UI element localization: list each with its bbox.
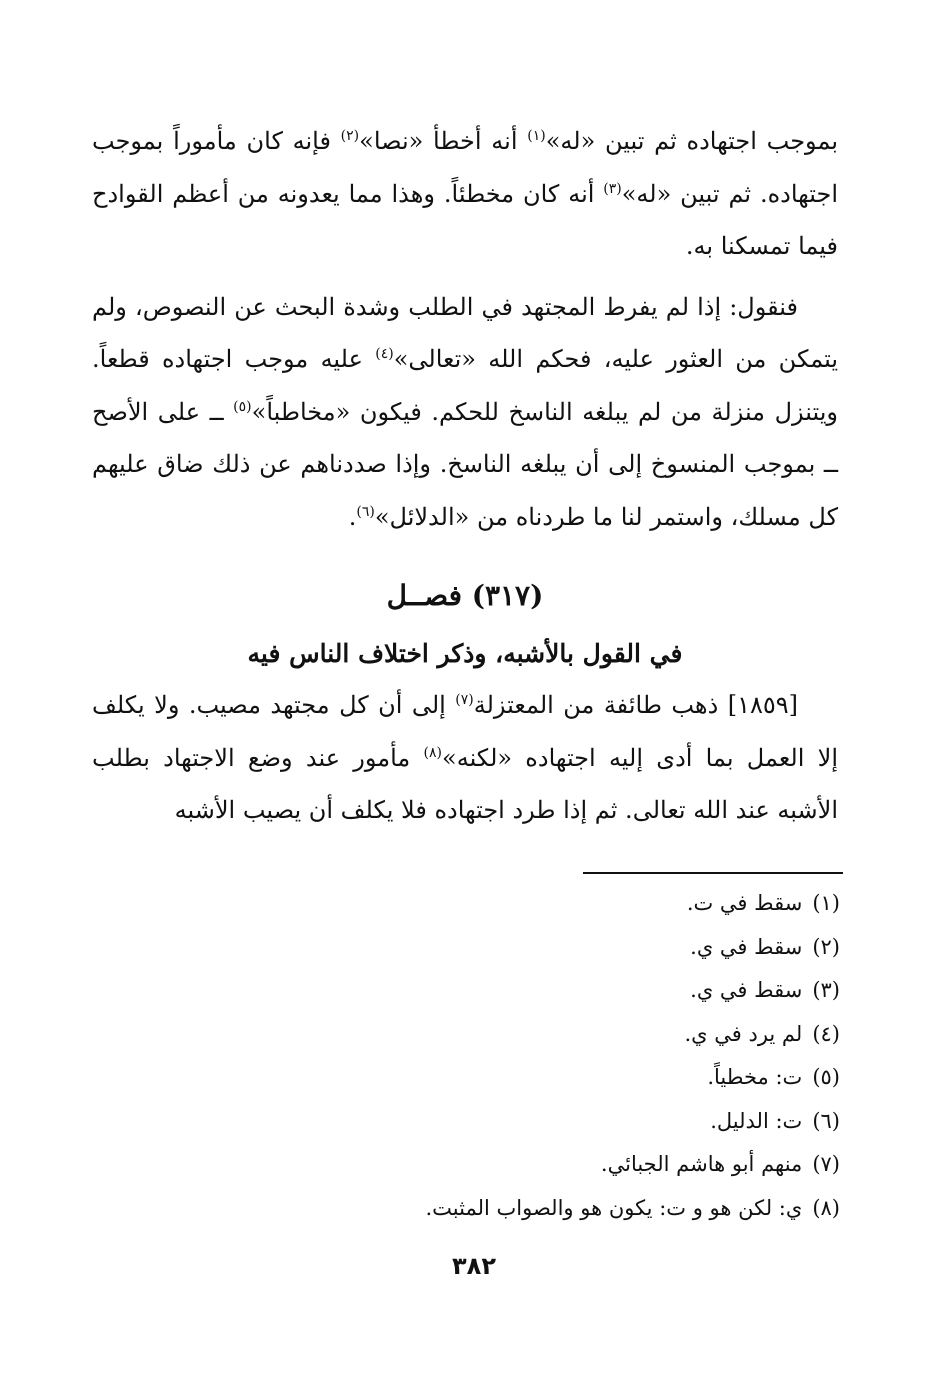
footnote-text: ت: الدليل. bbox=[710, 1108, 803, 1133]
footnote-ref-1: (١) bbox=[527, 128, 546, 144]
footnote-item bbox=[280, 1056, 840, 1100]
paragraph-3: [١٨٥٩] ذهب طائفة من المعتزلة$^{(٧)}$ إلى أن كل مجتهد مصيب. ولا يكلف إلا العمل بما أدى إليه اجتهاده «لكنه»$^{(٨)}$ مأمور عند وضع الاجتهاد بطلب الأشبه عند الله تعالى. ثم إذا طرد اجتهاده فلا يكلف أن يصيب الأشبه bbox=[92, 691, 839, 824]
footnote-item bbox=[280, 882, 840, 926]
footnote-item bbox=[280, 969, 840, 1013]
footnote-ref-3: (٣) bbox=[603, 180, 622, 197]
footnote-ref-5: (٥) bbox=[233, 398, 252, 415]
footnote-ref-2: (٢) bbox=[340, 128, 360, 144]
footnote-ref-4: (٤) bbox=[375, 346, 394, 362]
footnote-item bbox=[280, 1187, 840, 1231]
footnote-item bbox=[280, 1143, 840, 1187]
footnote-text: سقط في ي. bbox=[690, 978, 803, 1002]
footnote-item bbox=[280, 926, 840, 970]
footnote-ref-8: (٨) bbox=[423, 744, 443, 761]
footnote-text: سقط في ي. bbox=[690, 934, 803, 959]
page-number: ٣٨٢ bbox=[452, 1252, 496, 1280]
footnote-text: ت: مخطياً. bbox=[707, 1065, 803, 1089]
footnote-ref-7: (٧) bbox=[455, 692, 474, 708]
main-text bbox=[92, 115, 838, 837]
footnote-text: ي: لكن هو و ت: يكون هو والصواب المثبت. bbox=[425, 1195, 803, 1220]
footnote-number: (٧) bbox=[812, 1152, 840, 1176]
footnote-number: (٤) bbox=[812, 1021, 840, 1046]
footnote-number: (١) bbox=[812, 891, 840, 915]
footnote-text: منهم أبو هاشم الجبائي. bbox=[600, 1152, 803, 1176]
footnote-item bbox=[280, 1013, 840, 1057]
footnote-number: (٢) bbox=[812, 934, 840, 959]
paragraph-1: بموجب اجتهاده ثم تبين «له»$^{(١)}$ أنه أخطأ «نصا»$^{(٢)}$ فإنه كان مأموراً بموجب اجتهاده. ثم تبين «له»$^{(٣)}$ أنه كان مخطئاً. وهذا مما يعدونه من أعظم القوادح فيما تمسكنا به. bbox=[92, 127, 839, 260]
section-subtitle: في القول بالأشبه، وذكر اختلاف الناس فيه bbox=[247, 639, 683, 668]
footnote-number: (٥) bbox=[812, 1065, 840, 1089]
footnote-number: (٣) bbox=[812, 978, 840, 1002]
footnote-number: (٦) bbox=[812, 1108, 840, 1133]
footnotes-list bbox=[280, 882, 840, 1230]
footnote-divider bbox=[583, 872, 843, 874]
footnote-text: سقط في ت. bbox=[686, 891, 803, 915]
footnote-item bbox=[280, 1100, 840, 1144]
footnote-ref-6: (٦) bbox=[356, 503, 375, 520]
footnote-text: لم يرد في ي. bbox=[684, 1021, 803, 1046]
paragraph-2: فنقول: إذا لم يفرط المجتهد في الطلب وشدة البحث عن النصوص، ولم يتمكن من العثور عليه، فحكم الله «تعالى»$^{(٤)}$ عليه موجب اجتهاده قطعاً. ويتنزل منزلة من لم يبلغه الناسخ للحكم. فيكون «مخاطباً»$^{(٥)}$ ــ على الأصح ــ بموجب المنسوخ إلى أن يبلغه الناسخ. وإذا صددناهم عن ذلك ضاق عليهم كل مسلك، واستمر لنا ما طردناه من «الدلائل»$^{(٦)}$. bbox=[92, 292, 839, 531]
footnote-number: (٨) bbox=[812, 1195, 840, 1220]
section-heading: (٣١٧) فصــل bbox=[386, 579, 544, 612]
